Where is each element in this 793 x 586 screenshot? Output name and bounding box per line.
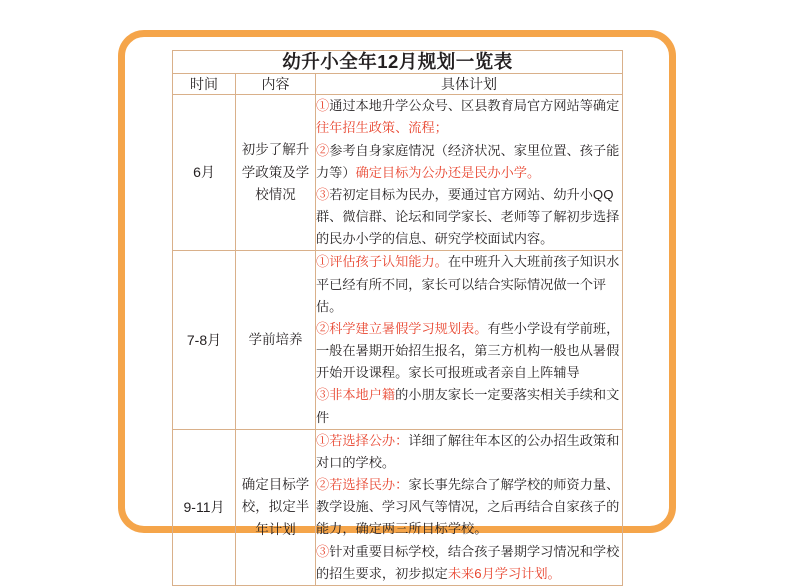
- table-title-row: [173, 51, 623, 74]
- detail-line-number: ②: [316, 320, 330, 336]
- row-detail: [316, 251, 623, 429]
- detail-text: 参考自身家庭情况（经济状况、家里位置、孩子能力等）: [316, 142, 620, 180]
- row-content: 确定目标学校，拟定半年计划: [236, 429, 316, 585]
- detail-highlight-text: 确定目标为公办还是民办小学。: [355, 164, 541, 180]
- row-content: 初步了解升学政策及学校情况: [236, 95, 316, 251]
- detail-highlight-text: 若选择民办：: [329, 477, 409, 493]
- row-time: 6月: [173, 95, 236, 251]
- plan-table-wrapper: [172, 50, 622, 586]
- detail-line: [316, 541, 622, 585]
- detail-line: [316, 474, 622, 541]
- table-row: [173, 251, 623, 429]
- detail-line: [316, 430, 622, 474]
- detail-line: [316, 184, 622, 251]
- detail-line-number: ①: [316, 98, 330, 114]
- column-header-detail: 具体计划: [316, 74, 623, 95]
- detail-line-number: ③: [316, 543, 330, 559]
- detail-text: 针对重要目标学校，结合孩子暑期学习情况和学校的招生要求，初步拟定: [316, 543, 620, 581]
- row-time: 9-11月: [173, 429, 236, 585]
- table-header-row: [173, 74, 623, 95]
- table-row: [173, 95, 623, 251]
- detail-text: 家长事先综合了解学校的师资力量、教学设施、学习风气等情况，之后再结合自家孩子的能力，确定两三所目标学校。: [316, 477, 620, 537]
- detail-text: 有些小学设有学前班，一般在暑期开始招生报名，第三方机构一般也从暑假开始开设课程。家长可报班或者亲自上阵辅导: [316, 320, 620, 381]
- detail-line: [316, 140, 622, 184]
- detail-text: 在中班升入大班前孩子知识水平已经有所不同，家长可以结合实际情况做一个评估。: [316, 254, 620, 314]
- detail-text: 通过本地升学公众号、区县教育局官方网站等确定: [329, 98, 620, 114]
- detail-line: [316, 318, 622, 385]
- detail-line: [316, 384, 622, 428]
- detail-line-number: ③: [316, 186, 330, 202]
- detail-highlight-text: 若选择公办：: [329, 432, 409, 448]
- detail-line-number: ②: [316, 477, 330, 493]
- row-detail: [316, 95, 623, 251]
- row-time: 7-8月: [173, 251, 236, 429]
- detail-text: 若初定目标为民办，要通过官方网站、幼升小QQ群、微信群、论坛和同学家长、老师等了解初步选择的民办小学的信息、研究学校面试内容。: [316, 186, 620, 247]
- detail-line: [316, 251, 622, 318]
- page-title: 幼升小全年12月规划一览表: [173, 51, 623, 74]
- detail-highlight-text: 科学建立暑假学习规划表。: [329, 320, 488, 336]
- detail-highlight-text: 非本地户籍: [329, 387, 396, 403]
- detail-line-number: ①: [316, 254, 330, 270]
- detail-line: [316, 95, 622, 139]
- row-content: 学前培养: [236, 251, 316, 429]
- detail-text: 详细了解往年本区的公办招生政策和对口的学校。: [316, 432, 620, 470]
- detail-line-number: ③: [316, 387, 330, 403]
- detail-highlight-text: 往年招生政策、流程；: [316, 120, 448, 136]
- detail-line-number: ①: [316, 432, 330, 448]
- plan-table: [172, 50, 623, 586]
- detail-line-number: ②: [316, 142, 330, 158]
- detail-highlight-text: 未来6月学习计划。: [447, 565, 561, 581]
- column-header-content: 内容: [236, 74, 316, 95]
- detail-highlight-text: 评估孩子认知能力。: [329, 254, 448, 270]
- column-header-time: 时间: [173, 74, 236, 95]
- row-detail: [316, 429, 623, 585]
- table-row: [173, 429, 623, 585]
- detail-text: 的小朋友家长一定要落实相关手续和文件: [316, 387, 620, 425]
